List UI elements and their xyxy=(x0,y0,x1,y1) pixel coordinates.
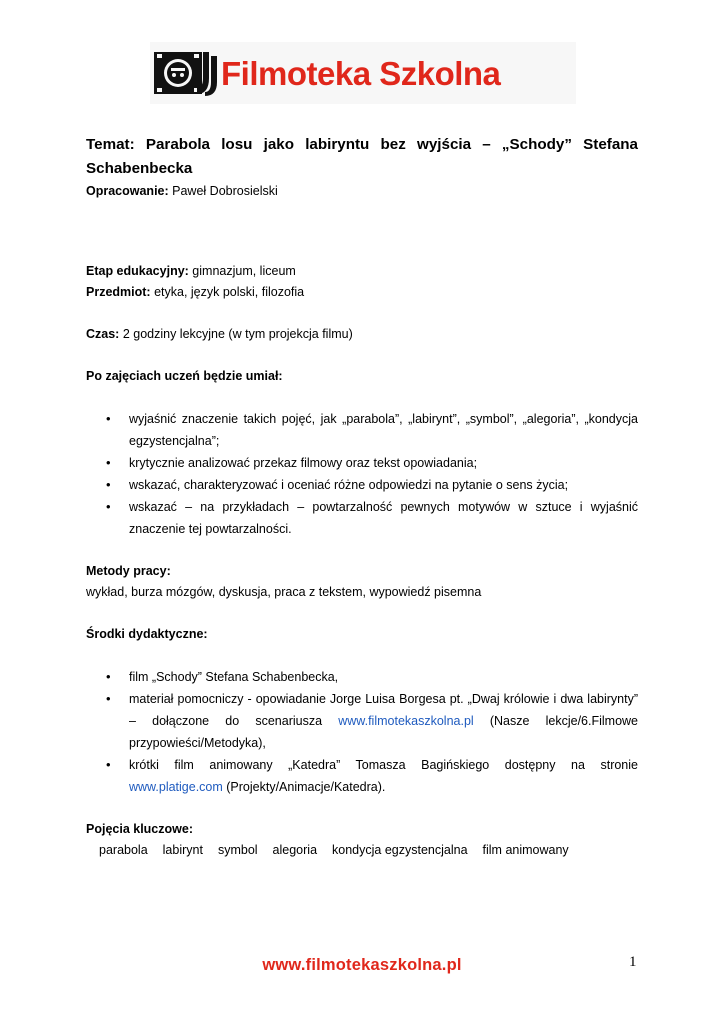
list-item: • wyjaśnić znaczenie takich pojęć, jak „parabola”, „labirynt”, „symbol”, „alegoria”, „kondycja egzystencjalna”; xyxy=(86,408,638,452)
subject-label: Przedmiot: xyxy=(86,285,151,299)
keyword: symbol xyxy=(217,843,258,857)
author-value: Paweł Dobrosielski xyxy=(168,184,278,198)
keyword: film animowany xyxy=(482,843,569,857)
means-2-suffix: (Nasze lekcje/6.Filmowe przypowieści/Metodyka), xyxy=(129,714,639,750)
time-line xyxy=(86,324,638,345)
footer-url[interactable]: www.filmotekaszkolna.pl xyxy=(262,956,462,974)
list-item: • wskazać – na przykładach – powtarzalność pewnych motywów w sztuce i wyjaśnić znaczenie tej powtarzalności. xyxy=(86,496,638,540)
keyword: kondycja egzystencjalna xyxy=(332,843,468,857)
keywords-heading: Pojęcia kluczowe: xyxy=(86,822,193,836)
lesson-content xyxy=(86,133,638,861)
means-3-text: krótki film animowany „Katedra” Tomasza Bagińskiego dostępny na stronie xyxy=(129,758,638,772)
stage-value: gimnazjum, liceum xyxy=(188,264,296,278)
list-item: • wskazać, charakteryzować i oceniać różne odpowiedzi na pytanie o sens życia; xyxy=(86,474,638,496)
time-label: Czas: xyxy=(86,327,120,341)
filmoteka-link[interactable]: www.filmotekaszkolna.pl xyxy=(338,714,474,728)
keyword: parabola xyxy=(99,843,148,857)
outcomes-list xyxy=(86,408,638,540)
means-3-suffix: (Projekty/Animacje/Katedra). xyxy=(222,780,386,794)
keyword: labirynt xyxy=(162,843,203,857)
subject-line xyxy=(86,282,638,303)
title-line-2: Schabenbecka xyxy=(86,160,193,177)
author-label: Opracowanie: xyxy=(86,184,169,198)
author-line xyxy=(86,181,638,202)
document-title xyxy=(86,133,638,181)
methods-heading: Metody pracy: xyxy=(86,564,171,578)
subject-value: etyka, język polski, filozofia xyxy=(150,285,305,299)
means-heading: Środki dydaktyczne: xyxy=(86,627,208,641)
filmoteka-logo xyxy=(150,42,576,104)
title-line-1: Temat: Parabola losu jako labiryntu bez wyjścia – „Schody” Stefana xyxy=(86,136,638,153)
keyword: alegoria xyxy=(272,843,318,857)
platige-link[interactable]: www.platige.com xyxy=(129,780,223,794)
methods-text: wykład, burza mózgów, dyskusja, praca z tekstem, wypowiedź pisemna xyxy=(86,585,482,599)
means-2-text: materiał pomocniczy - opowiadanie Jorge Luisa Borgesa pt. „Dwaj królowie i dwa labirynty” – dołączone do scenariusza xyxy=(129,692,638,728)
list-item xyxy=(86,688,638,754)
film-reel-icon xyxy=(153,48,219,98)
time-value: 2 godziny lekcyjne (w tym projekcja filmu) xyxy=(119,327,353,341)
logo-text: Filmoteka Szkolna xyxy=(221,54,501,92)
stage-line xyxy=(86,261,638,282)
list-item: • film „Schody” Stefana Schabenbecka, xyxy=(86,666,638,688)
list-item xyxy=(86,754,638,798)
outcomes-heading: Po zajęciach uczeń będzie umiał: xyxy=(86,369,283,383)
page-number: 1 xyxy=(629,954,637,970)
keywords-list xyxy=(86,840,638,861)
means-list xyxy=(86,666,638,798)
stage-label: Etap edukacyjny: xyxy=(86,264,189,278)
list-item: • krytycznie analizować przekaz filmowy oraz tekst opowiadania; xyxy=(86,452,638,474)
